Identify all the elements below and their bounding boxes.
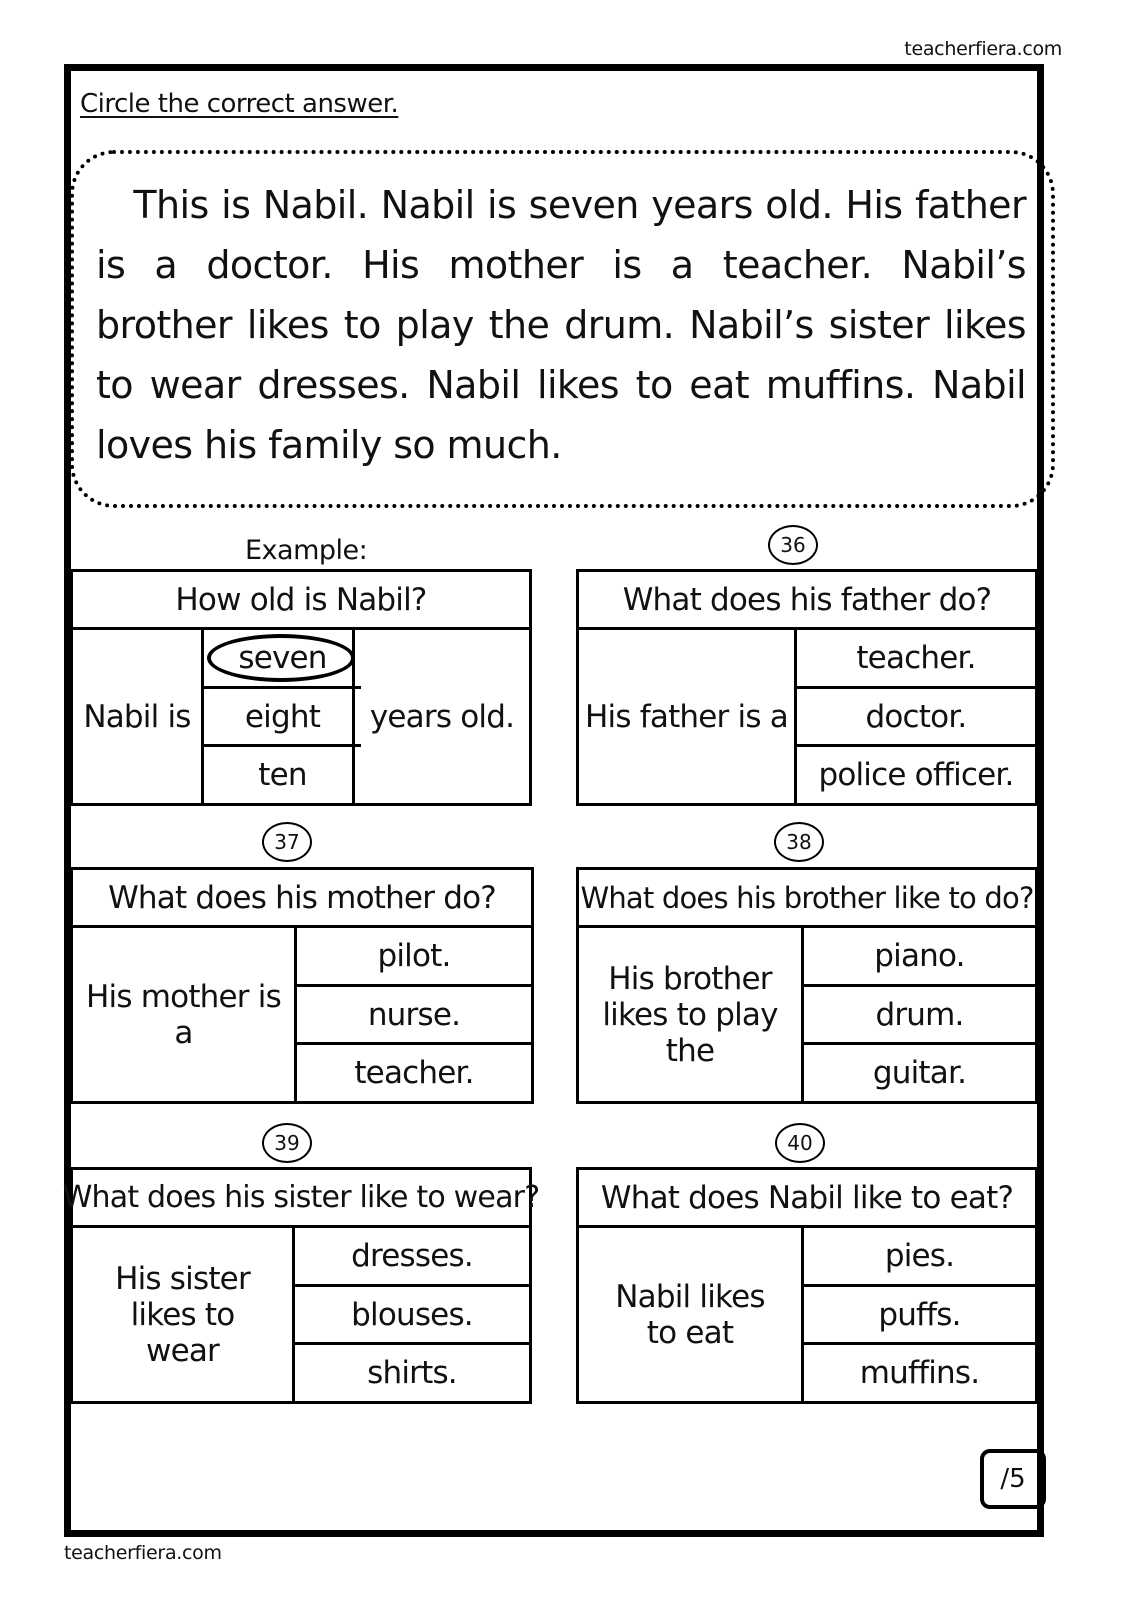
example-options — [204, 630, 361, 803]
example-label: Example: — [245, 535, 368, 566]
question-number-38: 38 — [774, 822, 824, 862]
question-box-36 — [576, 569, 1038, 806]
question-text: What does Nabil like to eat? — [579, 1170, 1035, 1228]
answer-option[interactable]: dresses. — [295, 1228, 529, 1287]
answer-options — [295, 1228, 529, 1401]
answer-option[interactable]: teacher. — [797, 630, 1035, 689]
question-stem: His mother is a — [73, 928, 297, 1101]
answer-circle-mark — [207, 634, 355, 682]
answer-options — [804, 1228, 1035, 1401]
answer-option[interactable]: nurse. — [297, 987, 531, 1046]
answer-option[interactable]: guitar. — [872, 1055, 967, 1092]
question-stem: Nabil likes to eat — [579, 1228, 804, 1401]
example-option-2[interactable]: eight — [204, 689, 361, 748]
question-text: What does his sister like to wear? — [73, 1170, 529, 1228]
answer-option[interactable]: drum. — [804, 987, 1035, 1046]
question-stem: His father is a — [579, 630, 797, 803]
answer-option[interactable]: teacher. — [354, 1055, 474, 1092]
question-box-40 — [576, 1167, 1038, 1404]
question-box-38 — [576, 867, 1038, 1104]
question-stem: His sister likes to wear — [73, 1228, 295, 1401]
example-question-box — [70, 569, 532, 806]
question-number-40: 40 — [775, 1123, 825, 1163]
example-suffix: years old. — [352, 630, 529, 803]
answer-option[interactable]: pilot. — [297, 928, 531, 987]
answer-option[interactable]: blouses. — [295, 1287, 529, 1346]
example-option-1[interactable]: seven — [204, 630, 361, 689]
question-text: What does his brother like to do? — [579, 870, 1035, 928]
question-number-37: 37 — [262, 822, 312, 862]
answer-option[interactable]: police officer. — [818, 757, 1014, 794]
answer-options — [297, 928, 531, 1101]
question-box-37 — [70, 867, 534, 1104]
answer-option[interactable]: doctor. — [797, 689, 1035, 748]
score-box: /5 — [980, 1449, 1046, 1509]
instruction: Circle the correct answer. — [80, 89, 399, 119]
question-text: What does his father do? — [579, 572, 1035, 630]
site-url-top: teacherfiera.com — [904, 38, 1062, 60]
answer-option[interactable]: shirts. — [367, 1355, 457, 1392]
answer-option[interactable]: muffins. — [859, 1355, 980, 1392]
passage-text: This is Nabil. Nabil is seven years old. His father is a doctor. His mother is a teacher. Nabil’s brother likes to play the drum. Nabil’s sister likes to wear dresses. Nabil likes to eat muffins. Nabil loves his family so much. — [96, 183, 1026, 467]
question-text: What does his mother do? — [73, 870, 531, 928]
question-number-39: 39 — [262, 1123, 312, 1163]
example-option-3[interactable]: ten — [258, 757, 307, 794]
question-box-39 — [62, 1167, 540, 1404]
example-stem: Nabil is — [73, 630, 204, 803]
answer-options — [797, 630, 1035, 803]
question-number-36: 36 — [768, 525, 818, 565]
answer-options — [804, 928, 1035, 1101]
example-question: How old is Nabil? — [73, 572, 529, 630]
answer-option[interactable]: puffs. — [804, 1287, 1035, 1346]
site-url-bottom: teacherfiera.com — [64, 1542, 222, 1564]
answer-option[interactable]: piano. — [804, 928, 1035, 987]
question-stem: His brother likes to play the — [579, 928, 804, 1101]
answer-option[interactable]: pies. — [804, 1228, 1035, 1287]
